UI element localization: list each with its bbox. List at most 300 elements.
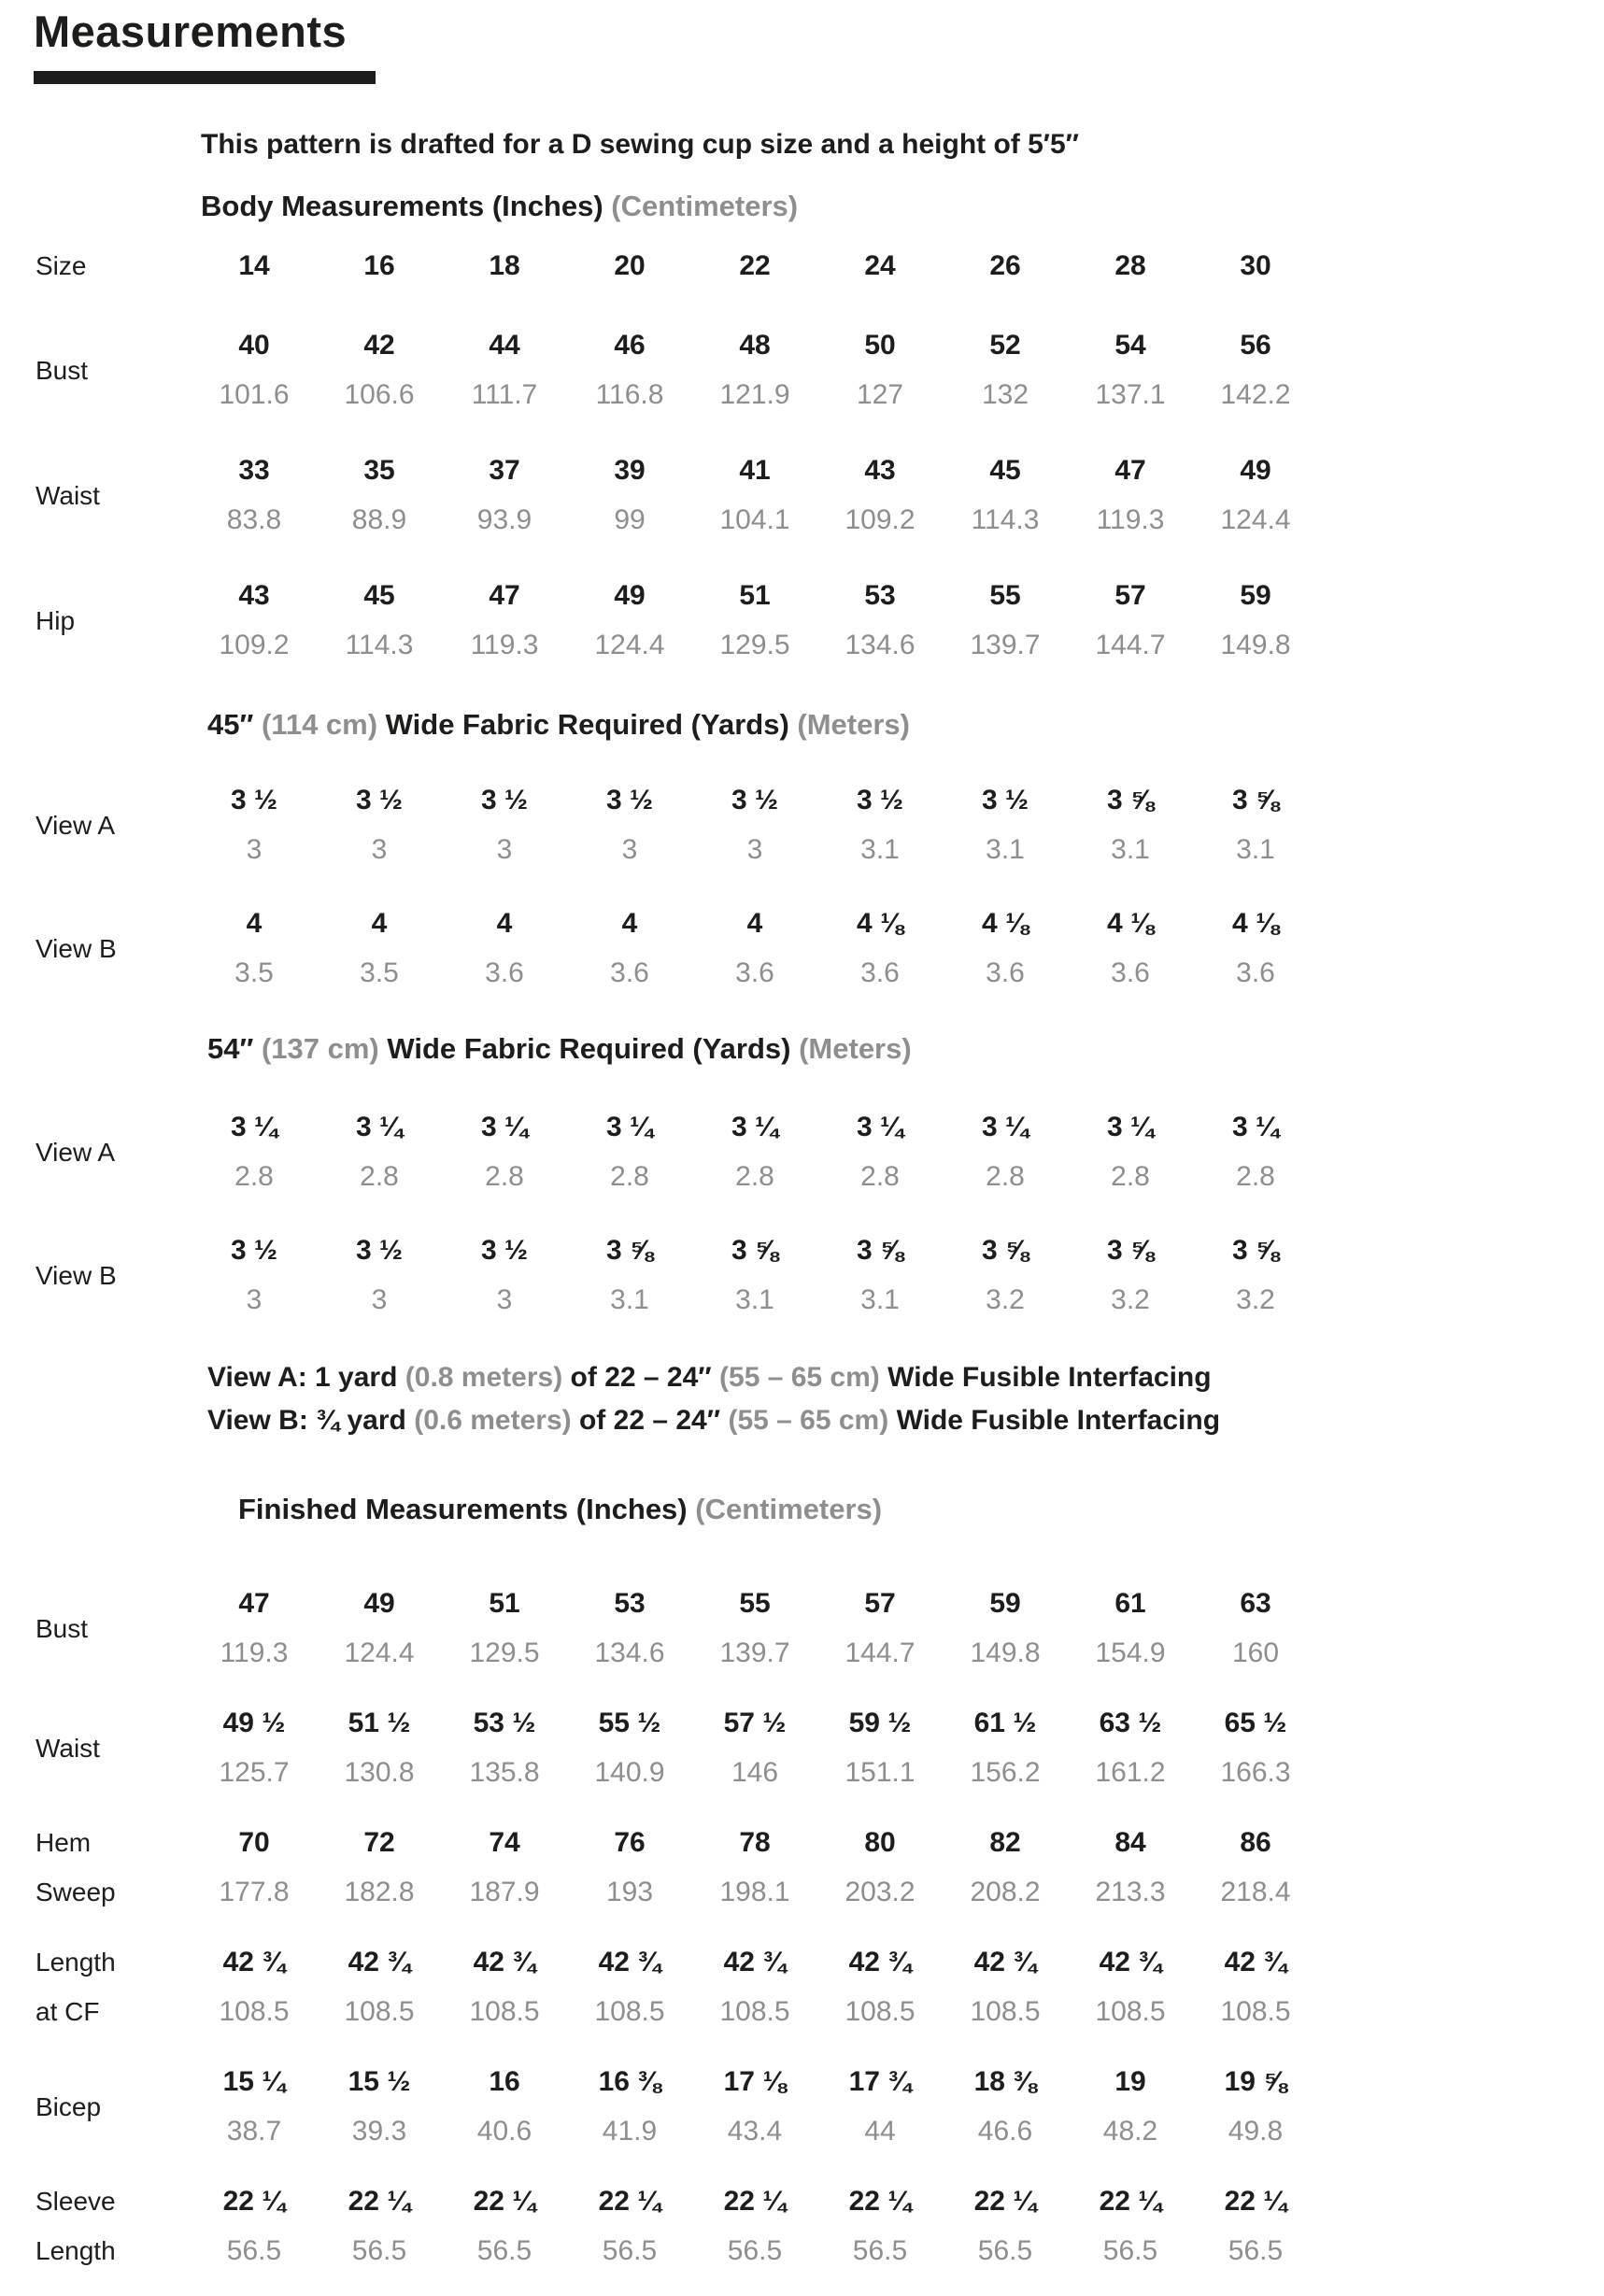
size-values [192, 241, 1318, 291]
inch-value: 49 [614, 580, 646, 611]
measurement-cell [1193, 320, 1318, 419]
measurement-row [0, 320, 1318, 419]
inch-value: 53 ½ [473, 1708, 536, 1738]
yards-value: 4 [496, 908, 513, 939]
measurement-row [0, 446, 1318, 545]
inch-value: 42 ¾ [222, 1947, 286, 1977]
yards-value: 3 ½ [856, 785, 904, 815]
measurement-cell [943, 1818, 1068, 1917]
yards-value: 3 ½ [230, 1235, 278, 1266]
note-rest: Wide Fusible Interfacing [887, 1362, 1212, 1393]
inch-value: 51 [739, 580, 771, 611]
measurement-cell [567, 2176, 692, 2275]
inch-value: 80 [864, 1827, 896, 1858]
measurement-cell [317, 320, 442, 419]
measurement-cell [192, 1579, 317, 1678]
measurement-cell [817, 320, 943, 419]
inch-value: 63 [1240, 1588, 1271, 1619]
yards-value: 3 ½ [480, 1235, 529, 1266]
measurement-cell [1193, 2057, 1318, 2156]
inch-value: 49 [363, 1588, 395, 1619]
cm-value: 137.1 [1095, 379, 1166, 410]
size-value: 14 [238, 250, 270, 281]
inch-value: 63 ½ [1099, 1708, 1162, 1738]
fabric-cell [567, 1102, 692, 1201]
yards-value: 4 ⅛ [1106, 908, 1155, 939]
measurement-cell [1068, 1579, 1193, 1678]
meters-value: 3 [746, 834, 763, 865]
fabric-cell [692, 1226, 817, 1325]
inch-value: 15 ½ [348, 2066, 411, 2097]
measurement-cell [817, 571, 943, 670]
inch-value: 42 ¾ [1099, 1947, 1162, 1977]
meters-value: 2.8 [735, 1161, 774, 1192]
yards-value: 4 [246, 908, 263, 939]
fabric-cell [1068, 1102, 1193, 1201]
measurement-row [0, 2057, 1318, 2156]
cm-value: 198.1 [719, 1877, 790, 1907]
intro-text: This pattern is drafted for a D sewing cup size and a height of 5′5″ [201, 129, 1080, 160]
yards-value: 4 [746, 908, 763, 939]
cm-value: 129.5 [719, 630, 790, 660]
inch-value: 22 ¼ [973, 2186, 1037, 2217]
cm-value: 108.5 [594, 1996, 665, 2027]
measurement-cell [817, 2057, 943, 2156]
inch-value: 59 [1240, 580, 1271, 611]
size-label: Size [35, 251, 87, 280]
meters-value: 2.8 [485, 1161, 524, 1192]
fabric-cell [192, 1102, 317, 1201]
fabric-cell [1193, 775, 1318, 874]
meters-value: 3 [371, 1284, 388, 1315]
fabric-cell [943, 899, 1068, 998]
inch-value: 17 ⅛ [723, 2066, 787, 2097]
row-cells [192, 1818, 1318, 1917]
meters-value: 3 [496, 834, 513, 865]
fabric-54-table [0, 1102, 1318, 1349]
inch-value: 40 [238, 330, 270, 361]
cm-value: 182.8 [344, 1877, 415, 1907]
body-rows [0, 320, 1318, 670]
inch-value: 19 [1114, 2066, 1146, 2097]
fabric-cell [1193, 899, 1318, 998]
meters-value: 3.1 [1111, 834, 1150, 865]
cm-value: 177.8 [219, 1877, 290, 1907]
fabric-cell [817, 899, 943, 998]
inch-value: 15 ¼ [222, 2066, 286, 2097]
inch-value: 50 [864, 330, 896, 361]
yards-value: 3 ½ [355, 1235, 404, 1266]
meters-value: 3 [246, 834, 263, 865]
size-value: 22 [739, 250, 771, 281]
size-header-row [0, 241, 1318, 291]
inch-value: 61 ½ [973, 1708, 1037, 1738]
measurement-cell [317, 1937, 442, 2036]
measurement-row [0, 1698, 1318, 1797]
inch-value: 16 [489, 2066, 520, 2097]
inch-value: 65 ½ [1224, 1708, 1287, 1738]
cm-value: 108.5 [344, 1996, 415, 2027]
measurement-cell [692, 571, 817, 670]
row-cells [192, 1226, 1318, 1325]
inch-value: 43 [238, 580, 270, 611]
measurement-cell [1193, 446, 1318, 545]
note-rest: Wide Fusible Interfacing [896, 1405, 1221, 1436]
cm-value: 187.9 [469, 1877, 540, 1907]
yards-value: 4 ⅛ [981, 908, 1029, 939]
page-title: Measurements [34, 7, 348, 56]
measurement-cell [567, 571, 692, 670]
yards-value: 3 ½ [355, 785, 404, 815]
interfacing-note [207, 1399, 1220, 1442]
fabric-cell [692, 775, 817, 874]
cm-value: 106.6 [344, 379, 415, 410]
note-view: View B: ¾ yard [207, 1405, 406, 1436]
cm-value: 108.5 [845, 1996, 916, 2027]
cm-value: 156.2 [970, 1757, 1041, 1788]
fabric-45-rows [0, 775, 1318, 998]
fabric-cell [567, 775, 692, 874]
cm-value: 40.6 [476, 2116, 532, 2147]
meters-value: 3.2 [1236, 1284, 1275, 1315]
view-label: View A [35, 810, 116, 840]
inch-value: 55 [989, 580, 1021, 611]
fabric-cell [192, 899, 317, 998]
view-label: View B [35, 933, 117, 963]
meters-value: 3.1 [860, 1284, 900, 1315]
measurement-cell [192, 571, 317, 670]
cm-value: 139.7 [719, 1637, 790, 1668]
inch-value: 55 [739, 1588, 771, 1619]
fabric-cell [817, 1102, 943, 1201]
cm-value: 48.2 [1102, 2116, 1158, 2147]
meters-value: 3.6 [485, 957, 524, 988]
measurement-cell [692, 1579, 817, 1678]
inch-value: 19 ⅝ [1224, 2066, 1287, 2097]
measurement-cell [943, 320, 1068, 419]
fabric-cell [192, 1226, 317, 1325]
measurement-cell [567, 320, 692, 419]
cm-value: 140.9 [594, 1757, 665, 1788]
fabric-title-meters: (Meters) [797, 708, 910, 741]
yards-value: 3 ½ [731, 785, 779, 815]
note-meters: (0.6 meters) [414, 1405, 572, 1436]
measurement-cell [943, 2057, 1068, 2156]
fabric-cell [1193, 1102, 1318, 1201]
fabric-cell [317, 1102, 442, 1201]
measurement-cell [317, 446, 442, 545]
measurement-cell [817, 1579, 943, 1678]
cm-value: 88.9 [351, 504, 407, 535]
measurement-cell [317, 1579, 442, 1678]
measurement-cell [817, 1698, 943, 1797]
cm-value: 108.5 [719, 1996, 790, 2027]
yards-value: 3 ¼ [731, 1112, 779, 1142]
fabric-cell [817, 775, 943, 874]
measurement-row [0, 1937, 1318, 2036]
yards-value: 3 ¼ [981, 1112, 1029, 1142]
measurement-cell [1068, 446, 1193, 545]
meters-value: 2.8 [1236, 1161, 1275, 1192]
yards-value: 3 ⅝ [1106, 785, 1155, 815]
row-cells [192, 2057, 1318, 2156]
fabric-title-main: Wide Fabric Required (Yards) [385, 708, 789, 741]
title-main: Finished Measurements (Inches) [238, 1493, 688, 1525]
cm-value: 38.7 [226, 2116, 282, 2147]
measurement-cell [442, 1818, 567, 1917]
fabric-cell [567, 899, 692, 998]
yards-value: 3 ⅝ [1231, 785, 1280, 815]
cm-value: 116.8 [595, 379, 664, 410]
cm-value: 132 [981, 379, 1029, 410]
fabric-width: 45″ [207, 708, 254, 741]
inch-value: 22 ¼ [1099, 2186, 1162, 2217]
cm-value: 119.3 [220, 1637, 289, 1668]
title-underline [34, 71, 376, 84]
inch-value: 74 [489, 1827, 520, 1858]
cm-value: 154.9 [1095, 1637, 1166, 1668]
inch-value: 41 [739, 455, 771, 486]
measurement-cell [1193, 1818, 1318, 1917]
cm-value: 151.1 [845, 1757, 916, 1788]
fabric-cell [317, 775, 442, 874]
inch-value: 70 [238, 1827, 270, 1858]
inch-value: 45 [363, 580, 395, 611]
yards-value: 3 ¼ [856, 1112, 904, 1142]
measurement-cell [692, 1818, 817, 1917]
fabric-45-title [207, 708, 910, 742]
row-cells [192, 571, 1318, 670]
cm-value: 218.4 [1220, 1877, 1291, 1907]
cm-value: 119.3 [1096, 504, 1165, 535]
fabric-width-cm: (137 cm) [261, 1032, 379, 1065]
row-cells [192, 1102, 1318, 1201]
measurement-cell [192, 446, 317, 545]
measurement-cell [1068, 2176, 1193, 2275]
cm-value: 144.7 [1095, 630, 1166, 660]
inch-value: 44 [489, 330, 520, 361]
cm-value: 144.7 [845, 1637, 916, 1668]
yards-value: 3 ⅝ [731, 1235, 779, 1266]
measurement-cell [442, 1579, 567, 1678]
measurement-cell [1068, 2057, 1193, 2156]
yards-value: 3 ⅝ [605, 1235, 654, 1266]
inch-value: 37 [489, 455, 520, 486]
yards-value: 3 ¼ [480, 1112, 529, 1142]
cm-value: 108.5 [469, 1996, 540, 2027]
row-cells [192, 1579, 1318, 1678]
inch-value: 51 ½ [348, 1708, 411, 1738]
fabric-cell [442, 1226, 567, 1325]
measurement-row [0, 2176, 1318, 2275]
inch-value: 59 ½ [848, 1708, 912, 1738]
measurement-cell [317, 571, 442, 670]
cm-value: 135.8 [469, 1757, 540, 1788]
row-cells [192, 899, 1318, 998]
measurement-cell [692, 1698, 817, 1797]
inch-value: 45 [989, 455, 1021, 486]
cm-value: 104.1 [719, 504, 790, 535]
inch-value: 42 ¾ [723, 1947, 787, 1977]
cm-value: 101.6 [219, 379, 290, 410]
body-measurements-title [201, 190, 798, 223]
inch-value: 61 [1114, 1588, 1146, 1619]
cm-value: 56.5 [977, 2235, 1033, 2266]
yards-value: 3 ¼ [1106, 1112, 1155, 1142]
cm-value: 130.8 [344, 1757, 415, 1788]
meters-value: 3 [371, 834, 388, 865]
inch-value: 76 [614, 1827, 646, 1858]
cm-value: 56.5 [852, 2235, 908, 2266]
fabric-cell [1068, 899, 1193, 998]
fabric-45-table [0, 775, 1318, 1022]
inch-value: 42 ¾ [848, 1947, 912, 1977]
measurement-cell [317, 1818, 442, 1917]
size-value: 30 [1240, 250, 1271, 281]
interfacing-note [207, 1356, 1220, 1399]
measurement-cell [1068, 571, 1193, 670]
measurement-cell [692, 1937, 817, 2036]
fabric-cell [567, 1226, 692, 1325]
cm-value: 203.2 [845, 1877, 916, 1907]
inch-value: 22 ¼ [598, 2186, 661, 2217]
fabric-cell [943, 1226, 1068, 1325]
measurement-cell [192, 1937, 317, 2036]
meters-value: 2.8 [860, 1161, 900, 1192]
cm-value: 108.5 [219, 1996, 290, 2027]
inch-value: 53 [614, 1588, 646, 1619]
inch-value: 59 [989, 1588, 1021, 1619]
cm-value: 99 [614, 504, 646, 535]
meters-value: 3.1 [986, 834, 1025, 865]
measurement-cell [567, 1698, 692, 1797]
measurement-cell [943, 446, 1068, 545]
measurement-cell [817, 1937, 943, 2036]
cm-value: 213.3 [1095, 1877, 1166, 1907]
cm-value: 127 [856, 379, 904, 410]
inch-value: 57 [864, 1588, 896, 1619]
meters-value: 2.8 [986, 1161, 1025, 1192]
meters-value: 3.6 [1111, 957, 1150, 988]
meters-value: 3 [246, 1284, 263, 1315]
cm-value: 114.3 [345, 630, 414, 660]
finished-measurements-table [0, 1579, 1318, 2296]
inch-value: 42 ¾ [473, 1947, 536, 1977]
measurement-cell [567, 1937, 692, 2036]
row-cells [192, 320, 1318, 419]
yards-value: 3 ½ [605, 785, 654, 815]
size-value: 24 [864, 250, 896, 281]
row-label: Length at CF [35, 1948, 116, 2026]
measurement-cell [1193, 571, 1318, 670]
cm-value: 56.5 [476, 2235, 532, 2266]
cm-value: 142.2 [1220, 379, 1291, 410]
inch-value: 57 ½ [723, 1708, 787, 1738]
inch-value: 42 ¾ [1224, 1947, 1287, 1977]
cm-value: 39.3 [351, 2116, 407, 2147]
fabric-title-main: Wide Fabric Required (Yards) [387, 1032, 791, 1065]
cm-value: 56.5 [226, 2235, 282, 2266]
measurement-cell [692, 2176, 817, 2275]
cm-value: 108.5 [1220, 1996, 1291, 2027]
measurement-cell [567, 446, 692, 545]
measurement-cell [442, 2176, 567, 2275]
cm-value: 119.3 [470, 630, 539, 660]
inch-value: 22 ¼ [473, 2186, 536, 2217]
row-label: Hem Sweep [35, 1828, 116, 1906]
row-cells [192, 775, 1318, 874]
inch-value: 47 [238, 1588, 270, 1619]
measurement-cell [943, 571, 1068, 670]
meters-value: 2.8 [610, 1161, 649, 1192]
measurement-cell [817, 1818, 943, 1917]
inch-value: 46 [614, 330, 646, 361]
measurement-cell [442, 320, 567, 419]
measurement-cell [692, 446, 817, 545]
measurement-cell [692, 2057, 817, 2156]
measurement-cell [192, 2176, 317, 2275]
measurement-cell [1068, 1698, 1193, 1797]
measurement-cell [567, 2057, 692, 2156]
view-label: View A [35, 1137, 116, 1167]
inch-value: 53 [864, 580, 896, 611]
measurement-cell [192, 1698, 317, 1797]
measurement-cell [192, 2057, 317, 2156]
inch-value: 22 ¼ [723, 2186, 787, 2217]
inch-value: 84 [1114, 1827, 1146, 1858]
cm-value: 124.4 [1220, 504, 1291, 535]
cm-value: 124.4 [344, 1637, 415, 1668]
inch-value: 16 ⅜ [598, 2066, 661, 2097]
measurement-cell [817, 2176, 943, 2275]
measurement-row [0, 1818, 1318, 1917]
title-centimeters: (Centimeters) [695, 1493, 883, 1525]
row-label: Bicep [35, 2091, 102, 2121]
measurement-cell [1068, 320, 1193, 419]
row-label: Hip [35, 605, 76, 635]
inch-value: 22 ¼ [1224, 2186, 1287, 2217]
cm-value: 109.2 [219, 630, 290, 660]
fabric-cell [1193, 1226, 1318, 1325]
fabric-cell [1068, 775, 1193, 874]
measurement-cell [1193, 1698, 1318, 1797]
size-value: 18 [489, 250, 520, 281]
yards-value: 3 ⅝ [1231, 1235, 1280, 1266]
meters-value: 3.2 [986, 1284, 1025, 1315]
inch-value: 54 [1114, 330, 1146, 361]
measurement-cell [192, 320, 317, 419]
cm-value: 49.8 [1228, 2116, 1284, 2147]
inch-value: 18 ⅜ [973, 2066, 1037, 2097]
inch-value: 43 [864, 455, 896, 486]
measurement-cell [567, 1579, 692, 1678]
fabric-cell [692, 899, 817, 998]
note-cm: (55 – 65 cm) [728, 1405, 889, 1436]
cm-value: 108.5 [1095, 1996, 1166, 2027]
meters-value: 3.6 [986, 957, 1025, 988]
cm-value: 121.9 [719, 379, 790, 410]
row-label: Bust [35, 1613, 89, 1643]
cm-value: 134.6 [594, 1637, 665, 1668]
yards-value: 3 ⅝ [981, 1235, 1029, 1266]
meters-value: 3.6 [860, 957, 900, 988]
row-cells [192, 1698, 1318, 1797]
fabric-cell [317, 1226, 442, 1325]
cm-value: 166.3 [1220, 1757, 1291, 1788]
measurement-row [0, 1579, 1318, 1678]
yards-value: 4 ⅛ [1231, 908, 1280, 939]
inch-value: 86 [1240, 1827, 1271, 1858]
